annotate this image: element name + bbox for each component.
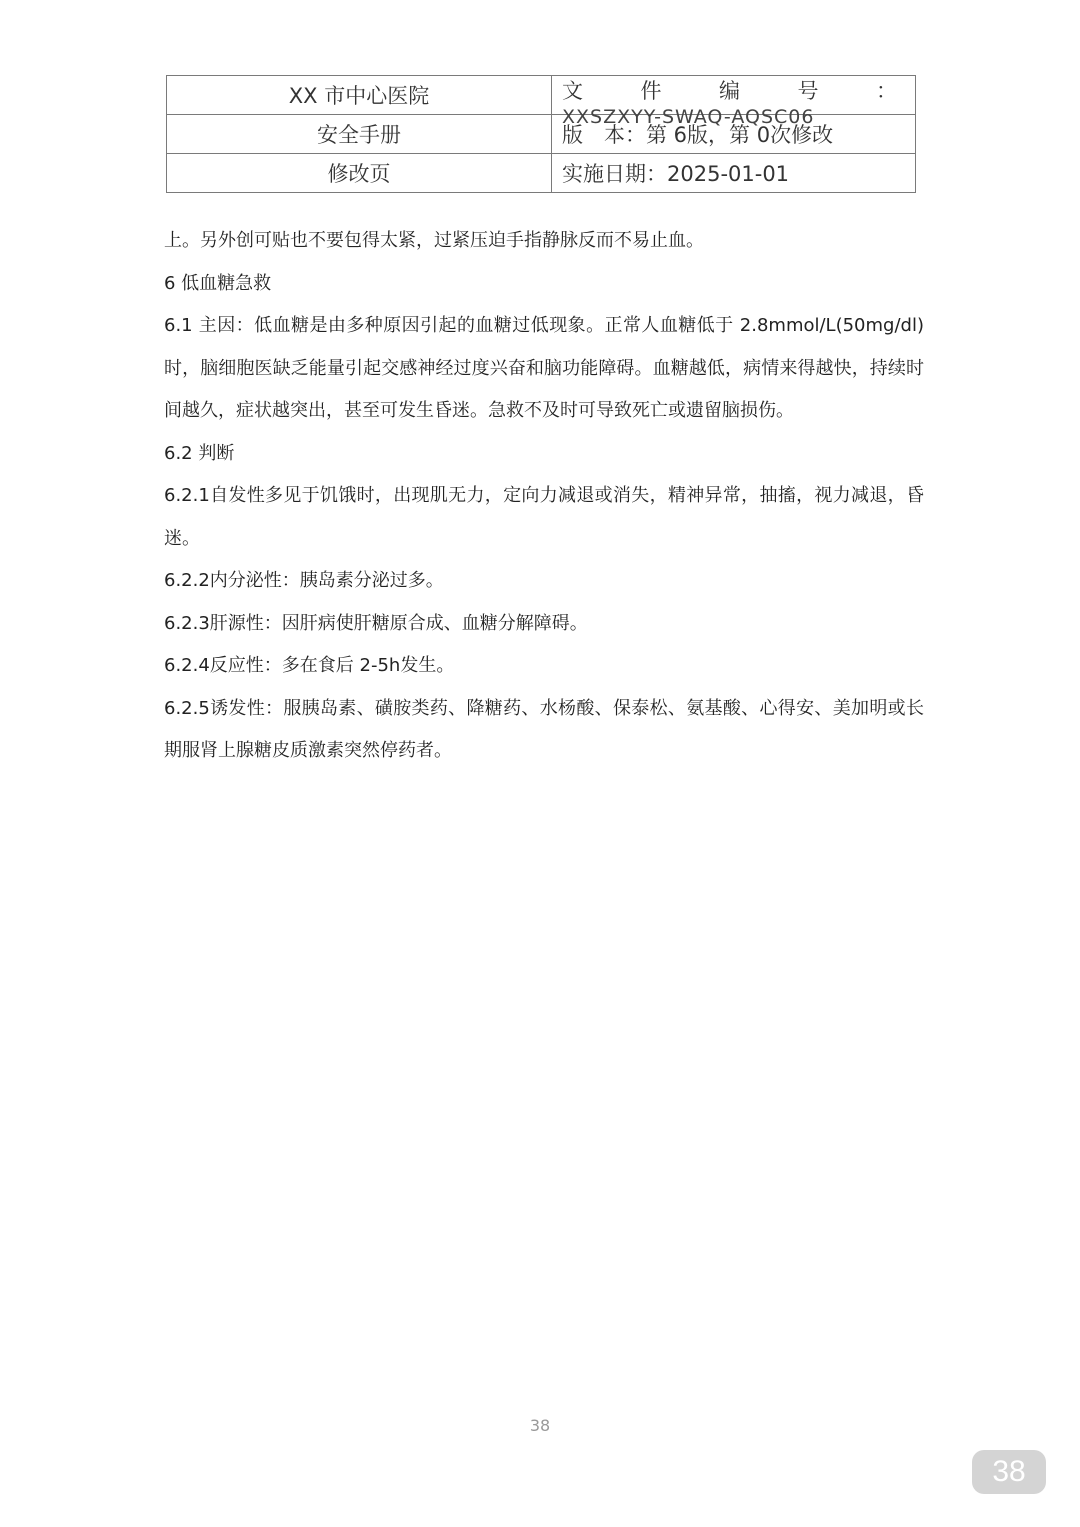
doc-number-char-4: 号 [797,79,819,103]
document-body [164,220,924,773]
manual-title: 安全手册 [167,115,552,154]
doc-number-char-3: 编 [719,79,740,103]
doc-number-char-1: 文 [562,79,583,103]
page-badge: 38 [972,1450,1046,1494]
paragraph-6-2-1: 6.2.1自发性多见于饥饿时，出现肌无力，定向力减退或消失，精神异常，抽搐，视力减退，昏迷。 [164,485,924,549]
header-row-3 [167,154,916,193]
paragraph-6-2-3: 6.2.3肝源性：因肝病使肝糖原合成、血糖分解障碍。 [164,612,588,634]
doc-number-wrap [562,76,915,128]
header-row-1 [167,76,916,115]
subheading-6-2: 6.2 判断 [164,442,235,464]
document-header-table [166,75,916,193]
section-title: 修改页 [167,154,552,193]
section-heading-6: 6 低血糖急救 [164,272,272,294]
paragraph-6-2-2: 6.2.2内分泌性：胰岛素分泌过多。 [164,570,444,591]
page-number: 38 [529,1416,551,1435]
doc-number-label [562,76,915,106]
paragraph-continuation: 上。另外创可贴也不要包得太紧，过紧压迫手指静脉反而不易止血。 [164,230,704,251]
hospital-name: XX 市中心医院 [167,76,552,115]
paragraph-6-2-4: 6.2.4反应性：多在食后 2-5h发生。 [164,655,455,676]
paragraph-6-2-5: 6.2.5诱发性：服胰岛素、磺胺类药、降糖药、水杨酸、保泰松、氨基酸、心得安、美加明或长期服肾上腺糖皮质激素突然停药者。 [164,697,924,761]
paragraph-6-1: 6.1 主因：低血糖是由多种原因引起的血糖过低现象。正常人血糖低于 2.8mmol/L(50mg/dl)时，脑细胞医缺乏能量引起交感神经过度兴奋和脑功能障碍。血糖越低，病情来得越快，持续时间越久，症状越突出，甚至可发生昏迷。急救不及时可导致死亡或遗留脑损伤。 [164,315,924,421]
doc-number-char-5: ： [876,79,897,103]
effective-date: 实施日期：2025-01-01 [552,154,916,193]
version-info: 版 本：第 6版，第 0次修改 [552,115,916,154]
doc-number-cell [552,76,916,128]
doc-number-char-2: 件 [640,79,662,103]
doc-number-value: XXSZXYY-SWAQ-AQSC06 [562,106,815,128]
